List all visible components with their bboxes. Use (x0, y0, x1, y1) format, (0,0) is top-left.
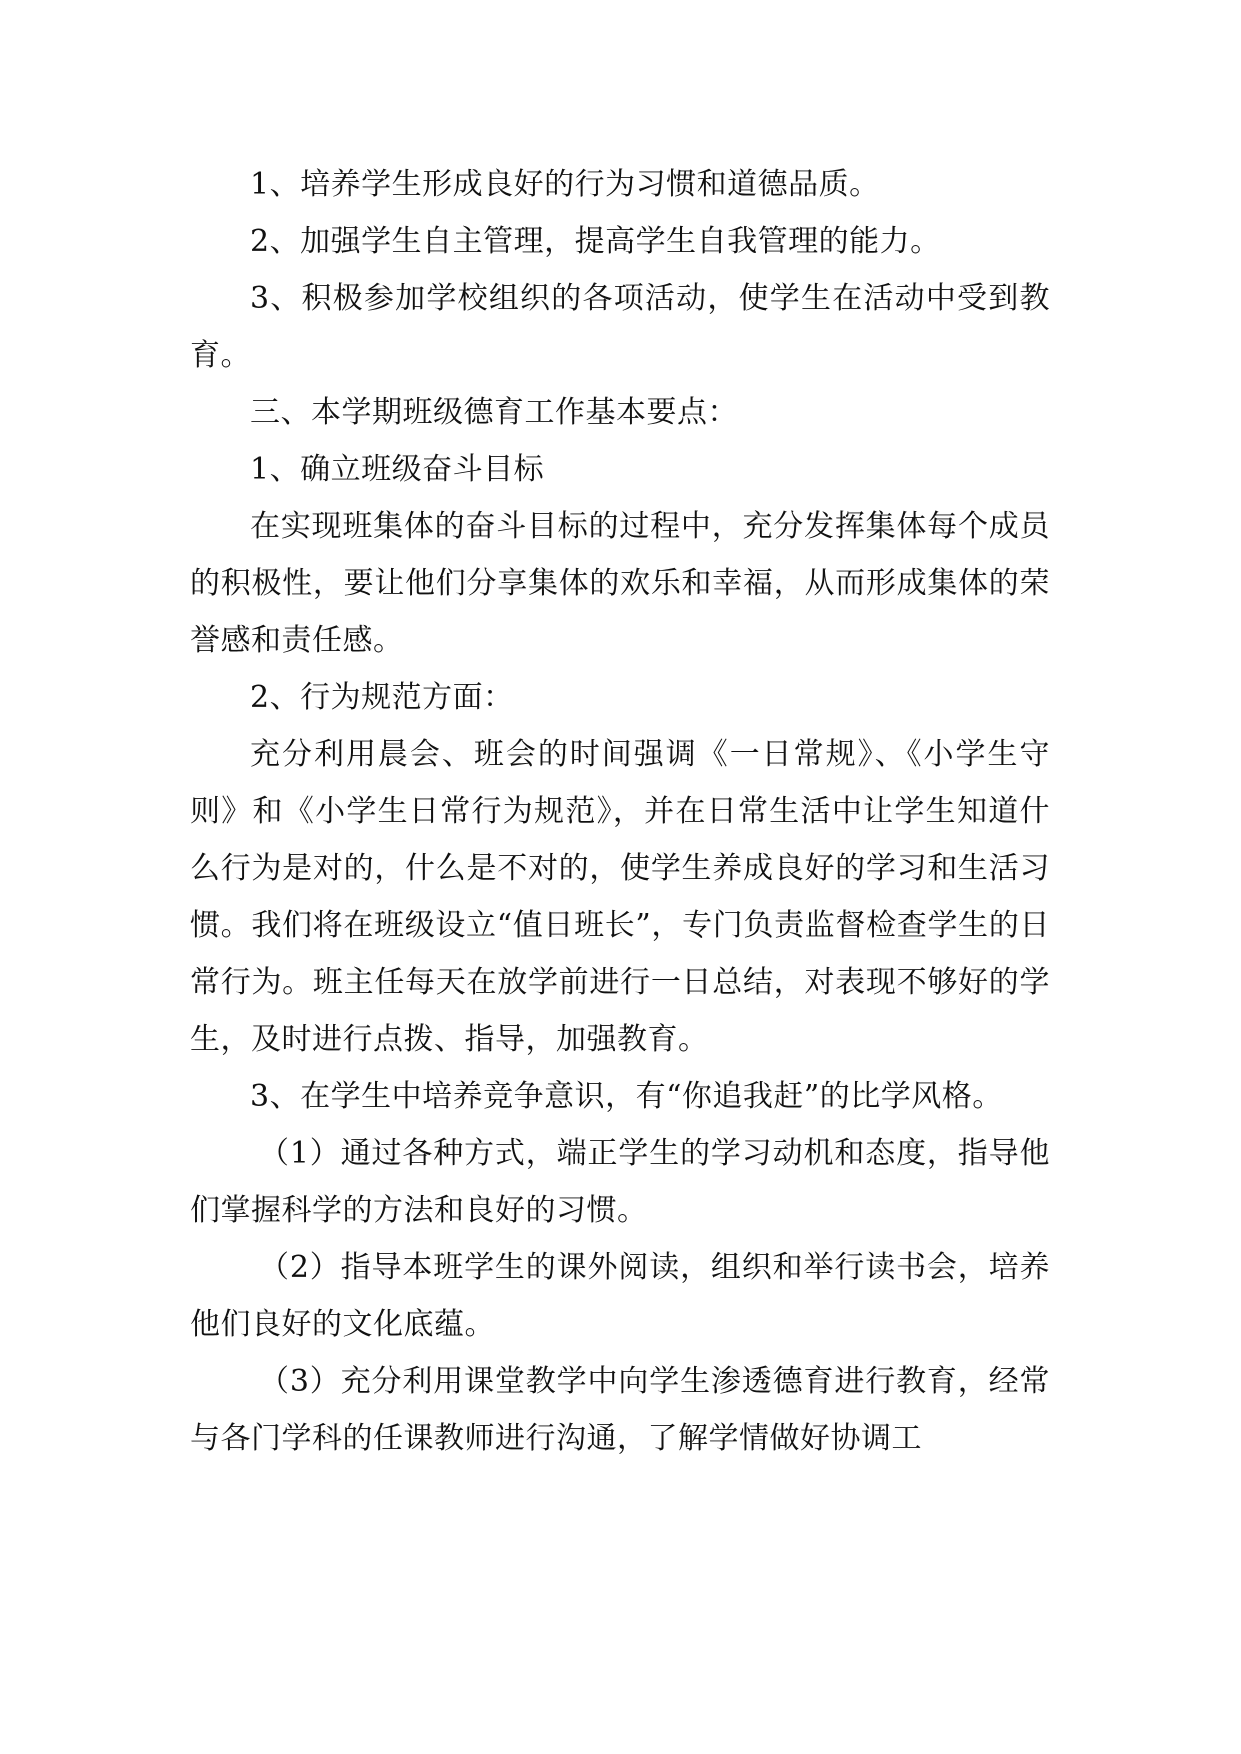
sub-item-2: （2）指导本班学生的课外阅读，组织和举行读书会，培养他们良好的文化底蕴。 (190, 1250, 1050, 1342)
sub-item-1: （1）通过各种方式，端正学生的学习动机和态度，指导他们掌握科学的方法和良好的习惯。 (190, 1136, 1050, 1228)
point-3-heading: 3、在学生中培养竞争意识，有“你追我赶”的比学风格。 (250, 1079, 1003, 1114)
goal-item-3: 3、积极参加学校组织的各项活动，使学生在活动中受到教育。 (190, 281, 1050, 373)
document-page (190, 156, 1050, 1467)
point-1-body: 在实现班集体的奋斗目标的过程中，充分发挥集体每个成员的积极性，要让他们分享集体的欢乐和幸福，从而形成集体的荣誉感和责任感。 (190, 509, 1050, 658)
point-1-heading: 1、确立班级奋斗目标 (250, 452, 545, 487)
sub-item-3: （3）充分利用课堂教学中向学生渗透德育进行教育，经常与各门学科的任课教师进行沟通，了解学情做好协调工 (190, 1364, 1050, 1456)
section-heading-3: 三、本学期班级德育工作基本要点： (250, 395, 738, 430)
point-2-body: 充分利用晨会、班会的时间强调《一日常规》、《小学生守则》和《小学生日常行为规范》，并在日常生活中让学生知道什么行为是对的，什么是不对的，使学生养成良好的学习和生活习惯。我们将在班级设立“值日班长”，专门负责监督检查学生的日常行为。班主任每天在放学前进行一日总结，对表现不够好的学生，及时进行点拨、指导，加强教育。 (190, 737, 1050, 1057)
goal-item-1: 1、培养学生形成良好的行为习惯和道德品质。 (250, 167, 880, 202)
point-2-heading: 2、行为规范方面： (250, 680, 514, 715)
goal-item-2: 2、加强学生自主管理，提高学生自我管理的能力。 (250, 224, 941, 259)
